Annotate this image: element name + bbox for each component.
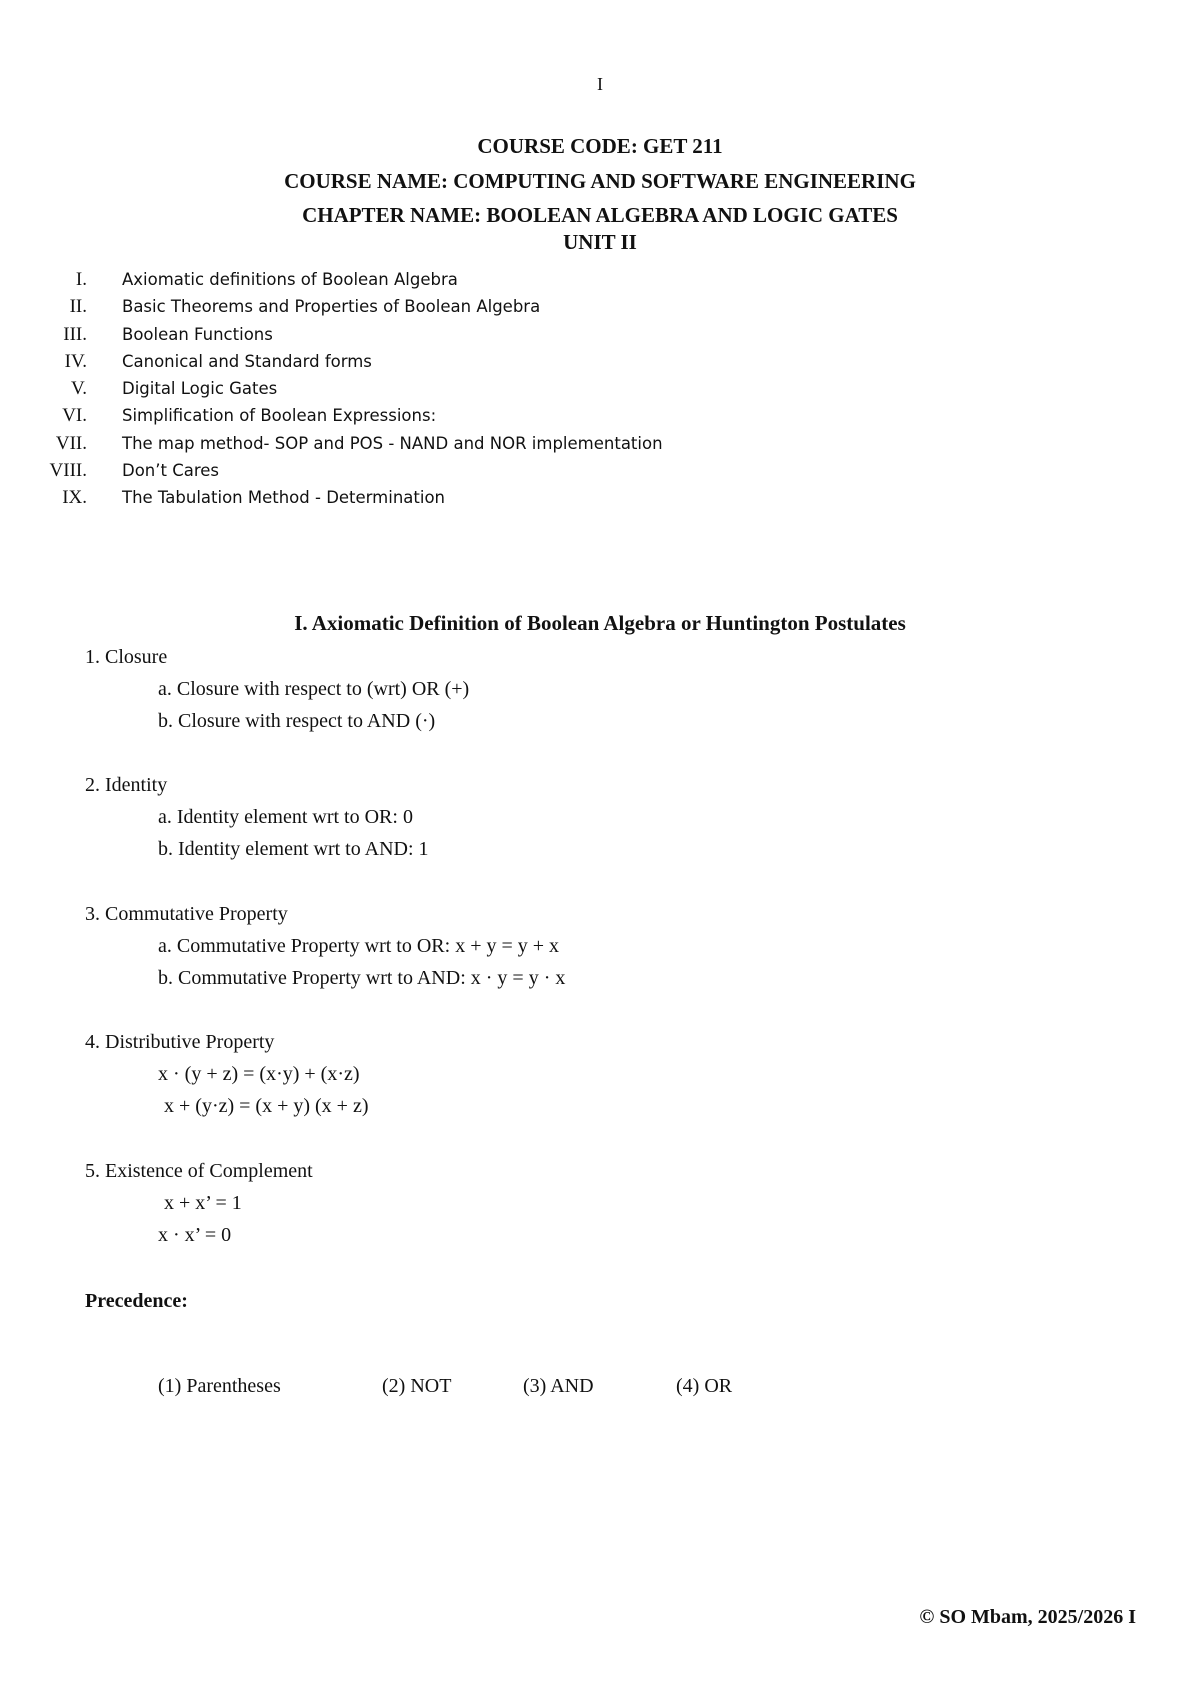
closure-item-a: a. Closure with respect to (wrt) OR (+) (158, 678, 470, 700)
toc-item (40, 484, 445, 511)
precedence-item: (4) OR (676, 1375, 733, 1397)
toc-item-text: Don’t Cares (122, 461, 220, 481)
toc-item-number: II. (69, 296, 87, 318)
toc-item-number: III. (63, 323, 87, 345)
closure-item-b: b. Closure with respect to AND (·) (158, 710, 436, 732)
toc-item-text: Basic Theorems and Properties of Boolean Algebra (122, 297, 541, 317)
toc-item-number: VII. (55, 432, 87, 454)
toc-item (40, 293, 541, 320)
distributive-heading: 4. Distributive Property (85, 1031, 275, 1053)
toc-item (40, 402, 437, 429)
complement-equation-2: x · x’ = 0 (158, 1224, 232, 1246)
toc-item-text: Canonical and Standard forms (122, 351, 372, 371)
table-of-contents (40, 266, 663, 512)
toc-item-text: The Tabulation Method - Determination (122, 488, 445, 508)
course-name: COURSE NAME: COMPUTING AND SOFTWARE ENGINEERING (284, 169, 916, 193)
closure-heading: 1. Closure (85, 646, 168, 668)
toc-item (40, 321, 273, 348)
toc-item-text: Boolean Functions (122, 324, 273, 344)
toc-item (40, 266, 458, 293)
precedence-item: (2) NOT (382, 1375, 452, 1397)
distributive-equation-2: x + (y·z) = (x + y) (x + z) (164, 1095, 369, 1117)
toc-item-number: VIII. (49, 460, 87, 482)
toc-item (40, 375, 278, 402)
precedence-heading: Precedence: (85, 1290, 188, 1312)
toc-item (40, 457, 220, 484)
toc-item-number: IV. (64, 350, 87, 372)
page-number: I (597, 74, 603, 94)
identity-item-a: a. Identity element wrt to OR: 0 (158, 806, 413, 828)
toc-item-number: IX. (62, 487, 87, 509)
footer-copyright: © SO Mbam, 2025/2026 I (919, 1606, 1136, 1628)
precedence-item: (3) AND (523, 1375, 594, 1397)
toc-item-number: VI. (62, 405, 87, 427)
commutative-item-a: a. Commutative Property wrt to OR: x + y = y + x (158, 935, 560, 957)
toc-item-text: Digital Logic Gates (122, 379, 278, 399)
complement-heading: 5. Existence of Complement (85, 1160, 313, 1182)
precedence-item: (1) Parentheses (158, 1375, 281, 1397)
identity-heading: 2. Identity (85, 774, 168, 796)
toc-item-text: Axiomatic definitions of Boolean Algebra (122, 270, 458, 289)
identity-item-b: b. Identity element wrt to AND: 1 (158, 838, 429, 860)
section-title: I. Axiomatic Definition of Boolean Algebra or Huntington Postulates (294, 611, 906, 635)
toc-item (40, 430, 663, 457)
commutative-heading: 3. Commutative Property (85, 903, 288, 925)
toc-item (40, 348, 372, 375)
complement-equation-1: x + x’ = 1 (164, 1192, 242, 1214)
unit-label: UNIT II (563, 230, 637, 254)
chapter-name: CHAPTER NAME: BOOLEAN ALGEBRA AND LOGIC GATES (302, 203, 898, 227)
toc-item-number: V. (70, 378, 87, 400)
toc-item-text: Simplification of Boolean Expressions: (122, 406, 437, 426)
course-code: COURSE CODE: GET 211 (477, 134, 723, 158)
toc-item-text: The map method- SOP and POS - NAND and NOR implementation (122, 433, 663, 453)
toc-item-number: I. (75, 269, 87, 290)
distributive-equation-1: x · (y + z) = (x·y) + (x·z) (158, 1063, 360, 1085)
commutative-item-b: b. Commutative Property wrt to AND: x · y = y · x (158, 967, 566, 989)
